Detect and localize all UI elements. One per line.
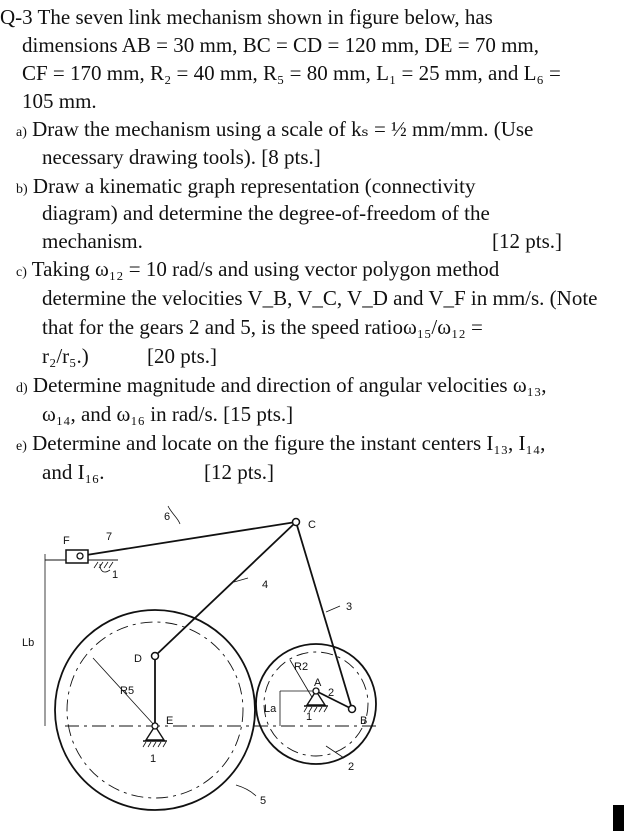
- label-6: 6: [164, 511, 171, 523]
- part-b-line-3: mechanism.: [42, 229, 143, 253]
- label-1-bottom: 1: [150, 753, 157, 765]
- label-7: 7: [106, 531, 113, 543]
- question-line-1: [0, 4, 493, 30]
- page-corner-mark: [613, 805, 624, 831]
- label-f: F: [63, 535, 70, 547]
- part-e-line-1: [16, 430, 545, 460]
- ground-pivot-e: [143, 723, 167, 747]
- part-b-text-1: Draw a kinematic graph representation (connectivity: [32, 174, 476, 198]
- label-a: A: [314, 677, 322, 689]
- label-5: 5: [260, 795, 267, 807]
- part-d-line-1: [16, 372, 547, 402]
- joint-c: [293, 519, 300, 526]
- label-b: B: [360, 715, 368, 727]
- label-1-top: 1: [112, 569, 119, 581]
- label-1-right: 1: [306, 711, 313, 723]
- slider-ground-hatch: [94, 562, 113, 568]
- label-4: 4: [262, 579, 269, 591]
- part-d-line-2: ω₁₄, and ω₁₆ in rad/s. [15 pts.]: [42, 402, 294, 426]
- part-c-text-1: Taking ω₁₂ = 10 rad/s and using vector polygon method: [31, 257, 500, 281]
- part-b-points: [12 pts.]: [492, 229, 562, 253]
- link-3: [296, 522, 352, 709]
- part-c-line-4: r₂/r₅.): [42, 344, 89, 368]
- question-line-4: 105 mm.: [22, 89, 97, 113]
- part-c-marker: c): [16, 265, 27, 280]
- label-3: 3: [346, 601, 353, 613]
- label-d: D: [134, 653, 142, 665]
- question-line-3: CF = 170 mm, R₂ = 40 mm, R₅ = 80 mm, L₁ = 25 mm, and L₆ =: [22, 61, 561, 85]
- part-e-marker: e): [16, 439, 27, 454]
- leader-3: [326, 606, 340, 612]
- label-c: C: [308, 519, 316, 531]
- part-c-line-3: that for the gears 2 and 5, is the speed ratioω₁₅/ω₁₂ =: [42, 315, 483, 339]
- part-d-marker: d): [16, 381, 28, 396]
- link-4: [155, 522, 296, 656]
- joint-b: [349, 706, 356, 713]
- part-e-points: [12 pts.]: [204, 460, 274, 484]
- label-la: La: [264, 703, 277, 715]
- part-e-line-2: and I₁₆.: [42, 460, 105, 484]
- label-2-lower: 2: [348, 761, 355, 773]
- part-b-line-2: diagram) and determine the degree-of-freedom of the: [42, 201, 490, 225]
- part-d-text-1: Determine magnitude and direction of angular velocities ω₁₃,: [32, 373, 547, 397]
- leader-2-bottom: [326, 746, 344, 758]
- part-a-marker: a): [16, 125, 27, 140]
- part-c-line-2: determine the velocities V_B, V_C, V_D and V_F in mm/s. (Note: [42, 286, 598, 310]
- ground-pivot-a: [304, 688, 328, 712]
- leader-5: [236, 785, 256, 796]
- joint-f: [77, 553, 83, 559]
- label-r2: R2: [294, 661, 309, 673]
- part-a-line-2: necessary drawing tools). [8 pts.]: [42, 145, 321, 169]
- leader-1-top: [100, 564, 110, 572]
- part-b-marker: b): [16, 182, 28, 197]
- question-number: Q-3: [0, 5, 33, 29]
- part-a-line-1: [16, 116, 533, 146]
- part-b-line-1: [16, 173, 476, 203]
- joint-d: [152, 653, 159, 660]
- part-e-text-1: Determine and locate on the figure the instant centers I₁₃, I₁₄,: [32, 431, 546, 455]
- part-a-text-1: Draw the mechanism using a scale of kₛ = ½ mm/mm. (Use: [32, 117, 534, 141]
- label-e: E: [166, 715, 174, 727]
- link-6: [80, 522, 296, 556]
- label-2-upper: 2: [328, 687, 335, 699]
- question-line-2: dimensions AB = 30 mm, BC = CD = 120 mm, DE = 70 mm,: [22, 33, 539, 57]
- mechanism-figure: [0, 500, 624, 831]
- label-r5: R5: [120, 685, 135, 697]
- label-lb: Lb: [22, 637, 35, 649]
- part-c-line-1: [16, 256, 499, 286]
- question-text-1: The seven link mechanism shown in figure below, has: [37, 5, 493, 29]
- part-c-points: [20 pts.]: [147, 344, 217, 368]
